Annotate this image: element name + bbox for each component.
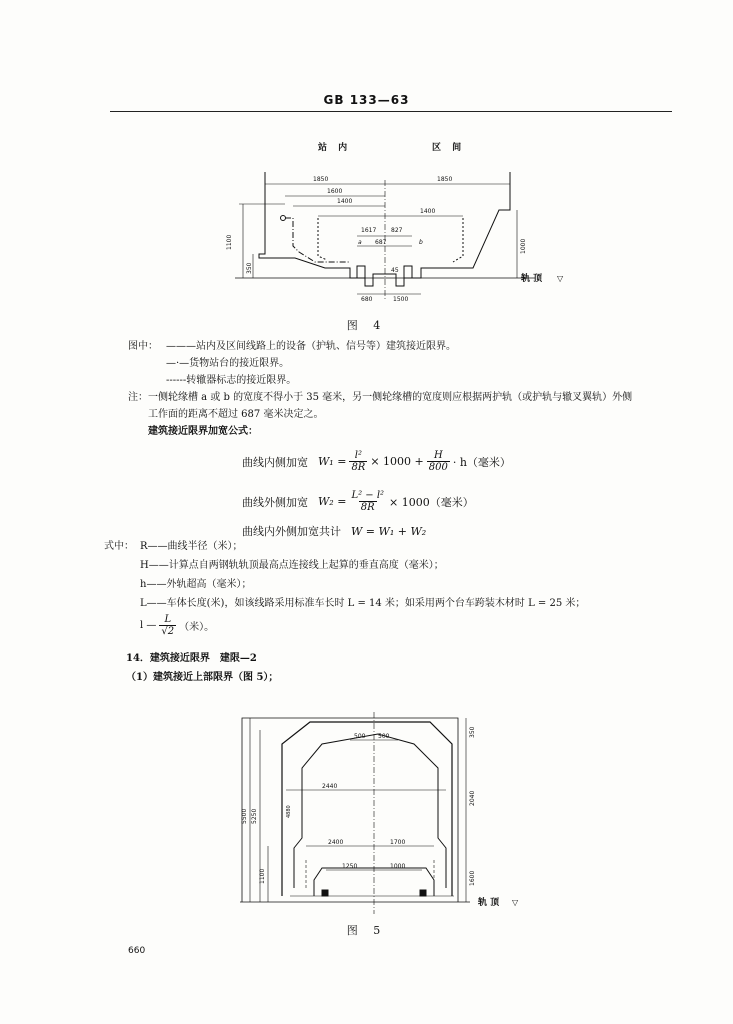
fig5-dim-1250: 1250: [342, 863, 358, 870]
figure-4-diagram: [215, 160, 575, 310]
fig5-dim-1700: 1700: [390, 839, 406, 846]
section-title: 14．建筑接近限界 建限—2: [126, 653, 257, 664]
fig4-dim-1100: 1100: [226, 234, 233, 250]
fig5-rail-symbol: ▽: [512, 898, 519, 907]
note-line-1: 一侧轮缘槽 a 或 b 的宽度不得小于 35 毫米，另一侧轮缘槽的宽度则应根据两护轨（或护轨与辙叉翼轨）外侧: [148, 392, 633, 403]
fig4-dim-350: 350: [246, 262, 253, 274]
fig5-rail-label: 轨 顶: [478, 898, 500, 908]
legend-item-platform: —·—货物站台的接近限界。: [166, 358, 290, 369]
fig4-dim-827: 827: [391, 227, 403, 234]
legend-item-switch: ------转辙器标志的接近限界。: [166, 375, 297, 386]
fig5-dim-1000: 1000: [390, 863, 406, 870]
fig4-dim-1000: 1000: [520, 238, 527, 254]
fig5-dim-4880: 4880: [286, 805, 292, 818]
symbols-prefix: 式中：: [104, 541, 134, 552]
fig5-dim-2400: 2400: [328, 839, 344, 846]
fig4-dim-1617: 1617: [361, 227, 377, 234]
formula-outer-frac: $\frac{\text{L² − l²}}{8R}$: [351, 490, 385, 513]
formula-inner-lhs: W₁ =: [318, 455, 347, 468]
fig4-dim-1600: 1600: [327, 188, 343, 195]
formula-total: [242, 523, 426, 539]
formula-total-expr: W = W₁ + W₂: [351, 524, 427, 538]
figure-5-diagram: [230, 708, 580, 920]
formula-total-label: 曲线内外侧加宽共计: [242, 525, 341, 538]
note-prefix: 注：: [128, 392, 148, 403]
fig4-dim-1850-left: 1850: [313, 176, 329, 183]
formula-inner-frac2: $\frac{H}{800}$: [428, 450, 448, 473]
fig4-dim-1500: 1500: [393, 296, 409, 303]
fig4-dim-b: b: [419, 239, 423, 246]
fig5-dim-1600: 1600: [469, 870, 476, 886]
fig4-dim-1400: 1400: [337, 198, 353, 205]
formula-outer: [242, 490, 474, 513]
fig5-dim-2440: 2440: [322, 783, 338, 790]
section-subtitle: （1）建筑接近上部限界（图 5）；: [126, 672, 279, 683]
fig4-label-section: 区 间: [432, 143, 466, 153]
formula-outer-tail: × 1000（毫米）: [389, 495, 474, 509]
fig4-dim-a: a: [358, 239, 362, 246]
fig4-caption: 图 4: [346, 319, 387, 332]
symbol-h-big: H——计算点自两钢轨轨顶最高点连接线上起算的垂直高度（毫米）；: [140, 560, 444, 571]
note-line-2: 工作面的距离不超过 687 毫米决定之。: [148, 409, 324, 420]
fig4-label-station: 站 内: [318, 143, 352, 153]
formula-inner: [242, 450, 511, 473]
page-number: 660: [128, 946, 146, 956]
fig4-dim-680: 680: [361, 296, 373, 303]
formula-inner-mid: × 1000 +: [370, 455, 424, 468]
formula-heading: 建筑接近限界加宽公式：: [148, 426, 258, 437]
formula-outer-label: 曲线外侧加宽: [242, 495, 308, 509]
formula-inner-label: 曲线内侧加宽: [242, 455, 308, 469]
formula-inner-tail: · h（毫米）: [452, 455, 511, 469]
fig4-dim-1400b: 1400: [420, 208, 436, 215]
fig4-switch-line: [318, 218, 327, 260]
legend-prefix: 图中：: [128, 341, 158, 352]
header-rule: [110, 111, 672, 112]
symbol-h-small: h——外轨超高（毫米）；: [140, 579, 252, 590]
fig5-dim-5250: 5250: [251, 808, 258, 824]
formula-outer-lhs: W₂ =: [318, 495, 347, 508]
fig4-dim-45: 45: [391, 267, 399, 274]
fig4-dim-687: 687: [375, 239, 387, 246]
fig4-dim-1850-right: 1850: [437, 176, 453, 183]
fig4-outline-right: [412, 172, 510, 278]
fig5-dim-500-right: 500: [378, 733, 390, 740]
fig5-dim-1100: 1100: [259, 868, 266, 884]
fig4-rail-symbol: ▽: [557, 274, 564, 283]
fig5-dim-350: 350: [469, 726, 476, 738]
formula-inner-frac1: $\frac{\text{l²}}{8R}$: [351, 450, 366, 473]
symbol-r: R——曲线半径（米）；: [140, 541, 243, 552]
symbol-l-big: L——车体长度(米)，如该线路采用标准车长时 L = 14 米；如采用两个台车跨装木材时 L = 25 米；: [140, 598, 586, 609]
fig5-caption: 图 5: [346, 924, 387, 937]
document-code: GB 133—63: [323, 93, 410, 107]
fig5-dim-500-left: 500: [354, 733, 366, 740]
fig5-outer-outline: [242, 718, 458, 902]
fig5-dim-2040: 2040: [469, 790, 476, 806]
fig4-rail-label: 轨 顶: [521, 274, 543, 284]
fig5-inner-outline: [294, 734, 446, 888]
symbol-l-small: l — $\frac{L}{√2}$ （米）。: [140, 614, 215, 637]
legend-item-equipment: ———站内及区间线路上的设备（护轨、信号等）建筑接近限界。: [166, 341, 456, 352]
fig5-dim-5500: 5500: [241, 808, 248, 824]
